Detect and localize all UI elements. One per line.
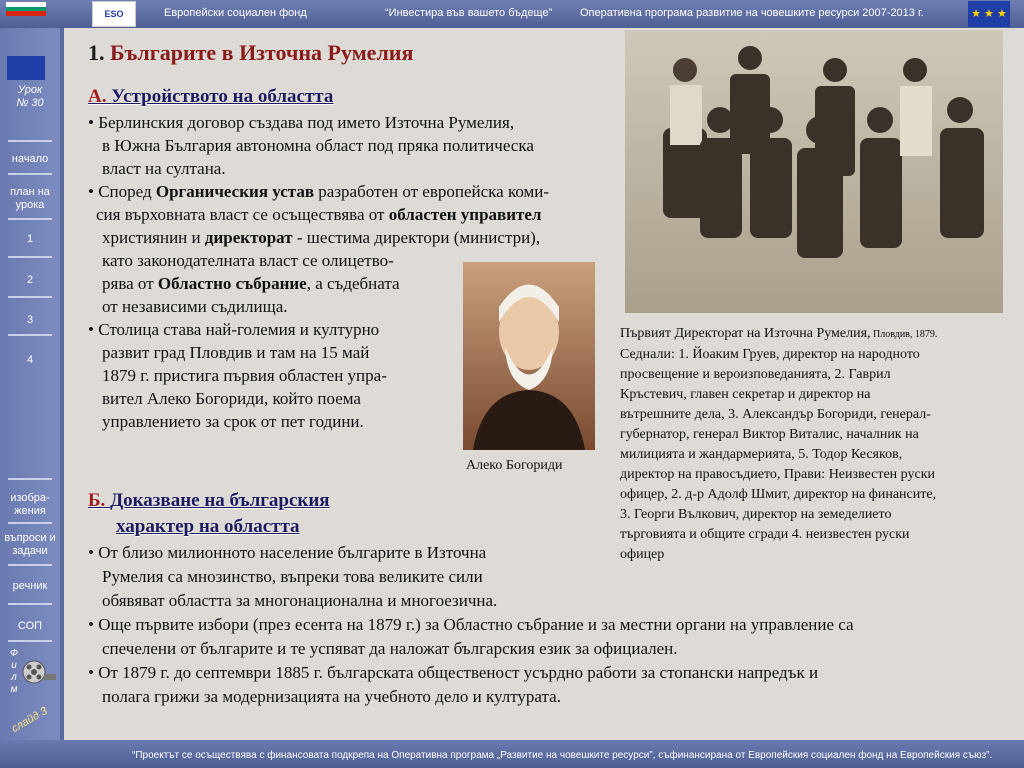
text-line: власт на султана. (102, 159, 226, 178)
divider (8, 334, 52, 336)
section-b-heading (88, 490, 330, 512)
divider (8, 218, 52, 220)
sidebar (0, 28, 60, 740)
section-b-title: Доказване на българския (110, 490, 330, 511)
footer (0, 740, 1024, 768)
program-label: Оперативна програма развитие на човешките ресурси 2007-2013 г. (580, 7, 924, 19)
caption-line: милицията и жандармерията, 5. Тодор Кесяков, (620, 447, 903, 462)
text-line (96, 204, 541, 227)
text-line: • От 1879 г. до септември 1885 г. българската общественост усърдно работи за стопански напредък и (88, 663, 819, 682)
caption-line: просвещение и вероизповеданията, 2. Гаврил (620, 367, 891, 382)
footer-text: “Проектът се осъществява с финансовата подкрепа на Оперативна програма „Развитие на човешките ресурси”, съфинансирана от Европейския социален фонд на Европейския съюз”. (132, 750, 993, 761)
sidebar-item-lesson-plan[interactable]: план на урока (10, 186, 50, 211)
text-line (102, 273, 400, 296)
slide-number: слайд 3 (9, 705, 50, 735)
text-span: - шестима директори (министри), (292, 228, 541, 247)
sidebar-item-sop[interactable]: СОП (17, 620, 43, 632)
caption-line: директор на правосъдието, Прави: Неизвестен руски (620, 467, 935, 482)
divider (8, 640, 52, 642)
lesson-number (0, 84, 60, 110)
sidebar-item-images[interactable]: изобра-жения (10, 492, 50, 517)
sidebar-item-1[interactable]: 1 (26, 233, 34, 245)
section-a-heading (88, 86, 333, 108)
esf-logo-icon: ESO (92, 1, 136, 27)
eu-flag-icon (7, 56, 45, 80)
film-reel-icon[interactable] (22, 658, 56, 686)
caption-line: търговията и общите сгради 4. неизвестен руски (620, 527, 910, 542)
lesson-label: Урок № 30 (16, 84, 44, 109)
caption-line: вътрешните дела, 3. Александър Богориди, генерал- (620, 407, 931, 422)
text-line: • Столица става най-големия и културно (88, 320, 380, 339)
divider (8, 603, 52, 605)
text-span: рява от (102, 274, 158, 293)
caption-line: Кръстевич, главен секретар и директор на (620, 387, 871, 402)
term-directorate: директорат (204, 228, 293, 247)
caption-line: 3. Георги Вълкович, директор на земеделието (620, 507, 892, 522)
slogan-label: “Инвестира във вашето бъдеще” (385, 7, 553, 19)
text-line: развит град Пловдив и там на 15 май (102, 343, 370, 362)
sidebar-item-home[interactable]: начало (11, 153, 49, 165)
text-line: Румелия са мнозинство, въпреки това великите сили (102, 567, 483, 586)
text-span: християнин и (102, 228, 205, 247)
text-line (102, 227, 540, 250)
text-line: 1879 г. пристига първия областен упра- (102, 366, 387, 385)
sidebar-item-questions[interactable]: въпроси и задачи (4, 532, 56, 557)
title-number: 1. (88, 40, 105, 65)
divider (8, 173, 52, 175)
text-line: • Берлинския договор създава под името Източна Румелия, (88, 113, 515, 132)
text-line: в Южна България автономна област под пряка политическа (102, 136, 534, 155)
caption-place: Пловдив, 1879. (870, 329, 938, 340)
divider (8, 256, 52, 258)
portrait-figure (463, 262, 595, 450)
divider (8, 140, 52, 142)
section-b-letter: Б. (88, 490, 106, 511)
text-line: вител Алеко Богориди, който поема (102, 389, 361, 408)
directorate-photo[interactable] (625, 30, 1003, 313)
photo-caption (620, 324, 1010, 565)
text-span: , а съдебната (306, 274, 400, 293)
bogoridi-portrait[interactable] (463, 262, 595, 450)
sidebar-item-3[interactable]: 3 (26, 314, 34, 326)
film-label[interactable]: Ф и л м (10, 648, 18, 695)
term-organic-statute: Органическия устав (155, 182, 315, 201)
text-line: управлението за срок от пет години. (102, 412, 364, 431)
esf-label: Европейски социален фонд (164, 7, 307, 19)
page-title (88, 40, 413, 66)
group-photo-figures (625, 30, 1003, 313)
text-line: обявяват областта за многонационална и многоезична. (102, 591, 498, 610)
caption-line: губернатор, генерал Виктор Виталис, началник на (620, 427, 919, 442)
caption-title: Първият Директорат на Източна Румелия, (620, 326, 871, 341)
sidebar-item-4[interactable]: 4 (26, 354, 34, 366)
sidebar-item-2[interactable]: 2 (26, 274, 34, 286)
caption-line: офицер, 2. д-р Адолф Шмит, директор на финансите, (620, 487, 937, 502)
text-line: • От близо милионното население българите в Източна (88, 543, 487, 562)
divider (8, 564, 52, 566)
divider (8, 522, 52, 524)
divider (8, 296, 52, 298)
divider (8, 478, 52, 480)
text-span: • Според (88, 182, 156, 201)
text-line (88, 181, 549, 204)
sidebar-item-glossary[interactable]: речник (12, 580, 48, 592)
text-line: • Още първите избори (през есента на 1879 г.) за Областно събрание и за местни органи на управление са (88, 615, 854, 634)
term-governor: областен управител (388, 205, 542, 224)
text-line: спечелени от българите и те успяват да наложат българския език за официален. (102, 639, 678, 658)
text-span: разработен от европейска коми- (314, 182, 550, 201)
section-a-title: Устройството на областта (111, 86, 334, 107)
eu-flag-icon: ★ ★ ★ (968, 1, 1010, 27)
caption-title-line (620, 324, 1010, 345)
text-line: полага грижи за модернизацията на учебното дело и културата. (102, 687, 561, 706)
text-line: като законодателната власт се олицетво- (102, 251, 394, 270)
title-text: Българите в Източна Румелия (110, 40, 414, 65)
text-line: от независими съдилища. (102, 297, 288, 316)
top-banner (0, 0, 1024, 28)
text-span: сия върховната власт се осъществява от (96, 205, 389, 224)
caption-line: офицер (620, 547, 665, 562)
section-b-heading-cont: характер на областта (116, 516, 300, 537)
caption-line: Седнали: 1. Йоаким Груев, директор на народното (620, 347, 920, 362)
term-assembly: Областно събрание (157, 274, 307, 293)
section-a-letter: А. (88, 86, 107, 107)
bulgarian-flag-icon (6, 2, 46, 16)
portrait-caption: Алеко Богориди (466, 458, 563, 473)
